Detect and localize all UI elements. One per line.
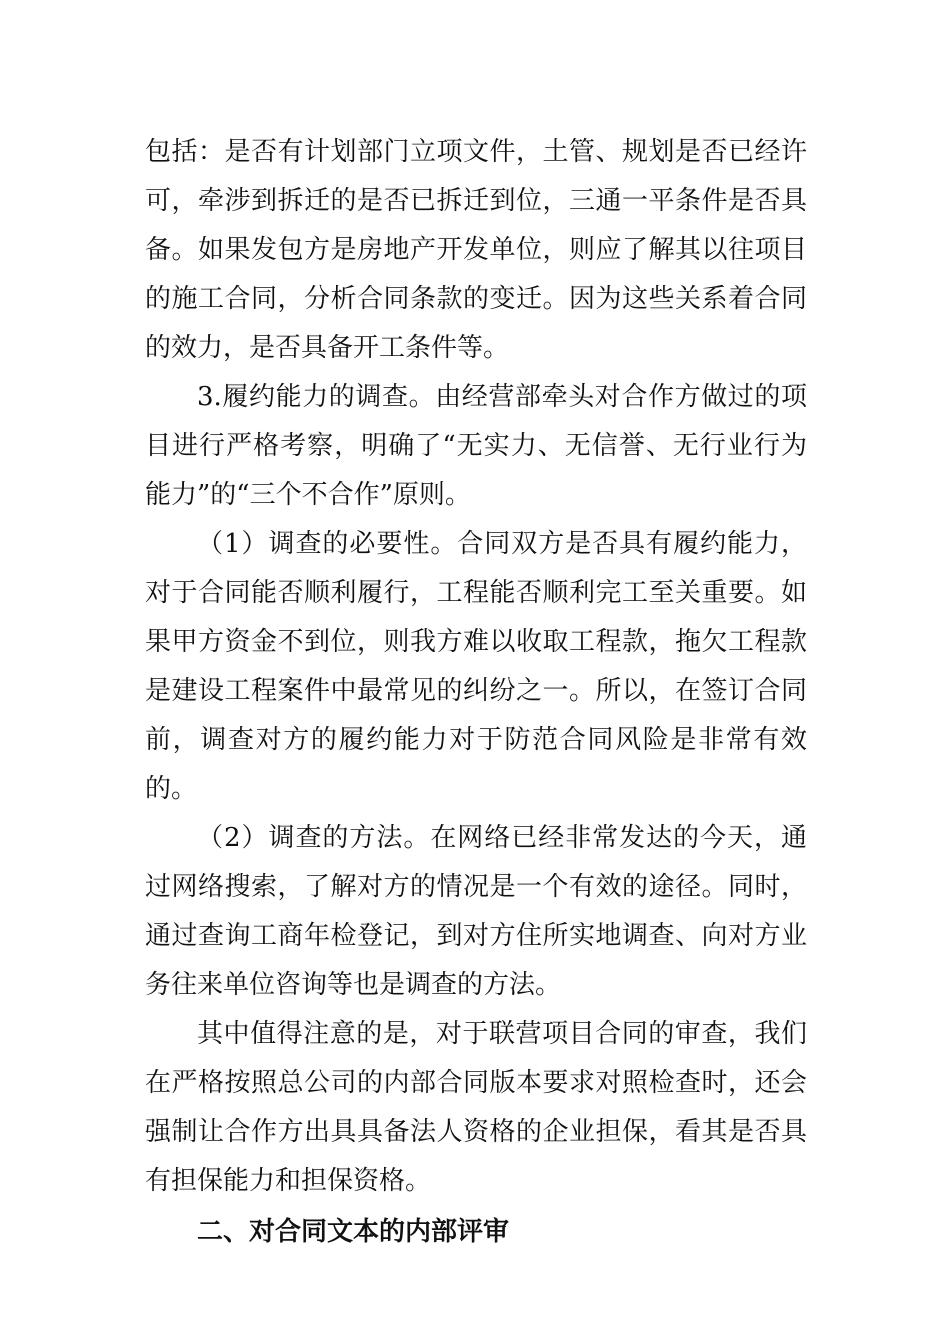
paragraph-methods: （2）调查的方法。在网络已经非常发达的今天，通过网络搜索，了解对方的情况是一个有效的途径。同时，通过查询工商年检登记，到对方住所实地调查、向对方业务往来单位咨询等也是调查的方法。 bbox=[145, 823, 807, 1000]
paragraph-continuation: 包括：是否有计划部门立项文件，土管、规划是否已经许可，牵涉到拆迁的是否已拆迁到位，三通一平条件是否具备。如果发包方是房地产开发单位，则应了解其以往项目的施工合同，分析合同条款的变迁。因为这些关系着合同的效力，是否具备开工条件等。 bbox=[145, 137, 807, 363]
section-heading: 二、对合同文本的内部评审 bbox=[197, 1217, 510, 1247]
paragraph-joint-venture-note: 其中值得注意的是，对于联营项目合同的审查，我们在严格按照总公司的内部合同版本要求对照检查时，还会强制让合作方出具具备法人资格的企业担保，看其是否具有担保能力和担保资格。 bbox=[145, 1019, 807, 1196]
document-body bbox=[145, 128, 807, 1257]
paragraph-performance-capacity: 3.履约能力的调查。由经营部牵头对合作方做过的项目进行严格考察，明确了“无实力、无信誉、无行业行为能力”的“三个不合作”原则。 bbox=[145, 382, 807, 510]
paragraph-necessity: （1）调查的必要性。合同双方是否具有履约能力，对于合同能否顺利履行，工程能否顺利完工至关重要。如果甲方资金不到位，则我方难以收取工程款，拖欠工程款是建设工程案件中最常见的纠纷之一。所以，在签订合同前，调查对方的履约能力对于防范合同风险是非常有效的。 bbox=[145, 529, 807, 804]
